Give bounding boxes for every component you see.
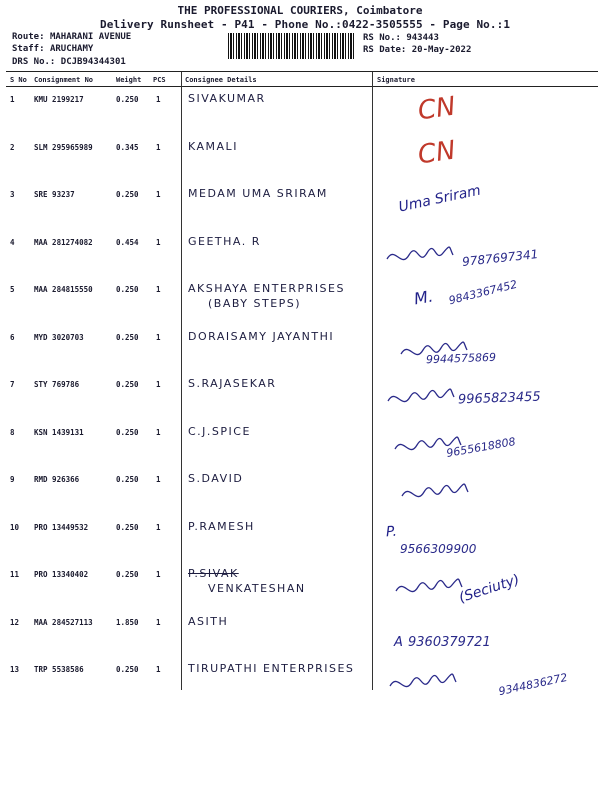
consignment-number: RMD 926366 [34, 475, 80, 484]
signature-cell [378, 90, 588, 134]
consignee-details [188, 425, 251, 438]
runsheet-subtitle: Delivery Runsheet - P41 - Phone No.:0422-3505555 - Page No.:1 [100, 18, 511, 31]
consignment-number: PRO 13449532 [34, 522, 89, 532]
consignee-details [188, 472, 243, 485]
pieces-count: 1 [156, 285, 161, 294]
staff-label: Staff: [12, 44, 45, 54]
pieces-count: 1 [156, 237, 161, 247]
signature-cell [378, 135, 588, 182]
consignment-number: KSN 1439131 [34, 427, 84, 437]
consignee-name: S.RAJASEKAR [188, 377, 277, 390]
consignment-number: MAA 284815550 [34, 285, 93, 294]
signature-text: P. [385, 523, 398, 540]
signature-phone: 9655618808 [445, 434, 517, 460]
consignee-name: MEDAM UMA SRIRAM [188, 187, 328, 200]
consignment-number: PRO 13340402 [34, 570, 89, 579]
table-row [0, 468, 600, 515]
pieces-count: 1 [156, 427, 161, 437]
consignment-number: MYD 3020703 [34, 332, 84, 342]
table-row [0, 88, 600, 135]
weight-value: 0.345 [116, 142, 139, 152]
consignee-name: S.DAVID [188, 472, 244, 485]
rs-number: RS No.: 943443 [363, 33, 439, 43]
consignee-details [188, 235, 261, 248]
consignee-name: ASITH [188, 614, 229, 628]
consignee-details [188, 330, 334, 343]
signature-phone: 9965823455 [457, 389, 541, 408]
drs-line [12, 57, 126, 67]
header-bottom-rule [6, 86, 598, 87]
serial-number: 1 [10, 95, 15, 104]
col-header-consignment: Consignment No [34, 76, 94, 84]
signature-phone: 9944575869 [425, 350, 497, 366]
weight-value: 0.250 [116, 522, 139, 532]
table-row [0, 278, 600, 325]
serial-number: 9 [10, 475, 15, 484]
weight-value: 0.250 [116, 380, 139, 389]
signature-phone: 9843367452 [447, 277, 519, 308]
weight-value: 1.850 [116, 617, 139, 627]
drs-label: DRS No.: [12, 57, 56, 67]
barcode [228, 33, 356, 59]
consignee-name: AKSHAYA ENTERPRISES [188, 282, 345, 295]
serial-number: 4 [10, 237, 15, 247]
pieces-count: 1 [156, 380, 161, 389]
consignee-name: TIRUPATHI ENTERPRISES [188, 662, 355, 675]
weight-value: 0.250 [116, 427, 139, 437]
drs-value: DCJB94344301 [60, 57, 126, 67]
signature-phone: 9787697341 [461, 246, 539, 269]
consignee-line2: VENKATESHAN [208, 582, 306, 595]
signature-phone: 9566309900 [400, 541, 477, 556]
table-row [0, 183, 600, 230]
table-row [0, 421, 600, 468]
table-row [0, 136, 600, 183]
consignee-line2: (BABY STEPS) [208, 297, 302, 310]
table-top-rule [6, 71, 598, 72]
serial-number: 10 [10, 522, 20, 532]
signature-cell [378, 328, 588, 372]
signature-cell [378, 518, 588, 562]
signature-cell [378, 660, 588, 704]
consignment-number: SLM 295965989 [34, 142, 93, 152]
table-row [0, 373, 600, 420]
rs-date: RS Date: 20-May-2022 [363, 45, 472, 55]
col-header-consignee: Consignee Details [185, 76, 257, 84]
consignee-details [188, 187, 328, 200]
consignment-number: STY 769786 [34, 380, 80, 389]
consignee-name: GEETHA. R [188, 234, 261, 248]
consignment-number: MAA 284527113 [34, 617, 93, 627]
consignee-details [188, 567, 306, 595]
serial-number: 3 [10, 190, 15, 199]
consignment-number: TRP 5538586 [34, 665, 84, 674]
signature-text: M. [412, 286, 435, 309]
pieces-count: 1 [156, 475, 161, 484]
table-row [0, 611, 600, 658]
consignment-number: MAA 281274082 [34, 237, 93, 247]
consignee-name: SIVAKUMAR [188, 92, 266, 105]
signature-scribble [378, 328, 588, 372]
serial-number: 7 [10, 380, 15, 389]
serial-number: 12 [10, 617, 20, 627]
consignee-name: KAMALI [188, 139, 238, 153]
route-line [12, 32, 131, 42]
signature-cell [378, 277, 588, 324]
signature-cell [378, 375, 588, 419]
consignee-name: P.RAMESH [188, 519, 255, 533]
consignee-details [188, 662, 354, 675]
consignee-details [188, 140, 238, 153]
route-label: Route: [12, 32, 45, 42]
table-row [0, 563, 600, 610]
signature-text: CN [416, 135, 458, 170]
weight-value: 0.250 [116, 570, 139, 579]
table-row [0, 516, 600, 563]
consignee-details [188, 92, 266, 105]
signature-scribble [378, 470, 588, 514]
pieces-count: 1 [156, 142, 161, 152]
col-header-sno: S No [10, 76, 27, 84]
serial-number: 8 [10, 427, 15, 437]
pieces-count: 1 [156, 95, 161, 104]
table-row [0, 231, 600, 278]
weight-value: 0.454 [116, 237, 139, 247]
weight-value: 0.250 [116, 285, 139, 294]
weight-value: 0.250 [116, 190, 139, 199]
signature-cell [378, 233, 588, 277]
signature-cell [378, 423, 588, 467]
consignment-number: SRE 93237 [34, 190, 75, 199]
pieces-count: 1 [156, 617, 161, 627]
route-value: MAHARANI AVENUE [49, 32, 132, 42]
col-header-signature: Signature [377, 76, 415, 84]
consignee-name: DORAISAMY JAYANTHI [188, 329, 335, 343]
pieces-count: 1 [156, 190, 161, 199]
pieces-count: 1 [156, 570, 161, 579]
signature-cell [378, 613, 588, 657]
serial-number: 5 [10, 285, 15, 294]
serial-number: 6 [10, 332, 15, 342]
pieces-count: 1 [156, 332, 161, 342]
staff-line [12, 44, 93, 54]
weight-value: 0.250 [116, 332, 139, 342]
table-row [0, 326, 600, 373]
consignment-number: KMU 2199217 [34, 95, 84, 104]
col-header-pcs: PCS [153, 76, 166, 84]
company-title: THE PROFESSIONAL COURIERS, Coimbatore [177, 4, 423, 17]
table-row [0, 658, 600, 705]
serial-number: 11 [10, 570, 20, 579]
serial-number: 13 [10, 665, 20, 674]
consignee-details [188, 615, 228, 628]
serial-number: 2 [10, 142, 15, 152]
signature-phone: 9344836272 [497, 670, 569, 699]
signature-text: CN [416, 91, 458, 127]
col-header-weight: Weight [116, 76, 142, 84]
signature-text: A [394, 634, 403, 650]
consignee-details [188, 282, 345, 310]
consignee-name: C.J.SPICE [188, 424, 251, 438]
weight-value: 0.250 [116, 95, 139, 104]
struck-name: P.SIVAK [188, 567, 239, 580]
staff-value: ARUCHAMY [49, 44, 94, 54]
signature-text: (Seciuty) [457, 571, 522, 607]
signature-cell [378, 565, 588, 609]
signature-text: Uma Sriram [397, 182, 483, 216]
pieces-count: 1 [156, 522, 161, 532]
pieces-count: 1 [156, 665, 161, 674]
weight-value: 0.250 [116, 475, 139, 484]
consignee-details [188, 377, 276, 390]
consignee-details [188, 520, 255, 533]
signature-cell [378, 182, 588, 229]
weight-value: 0.250 [116, 665, 139, 674]
signature-phone: 9360379721 [408, 634, 491, 650]
signature-cell [378, 470, 588, 514]
